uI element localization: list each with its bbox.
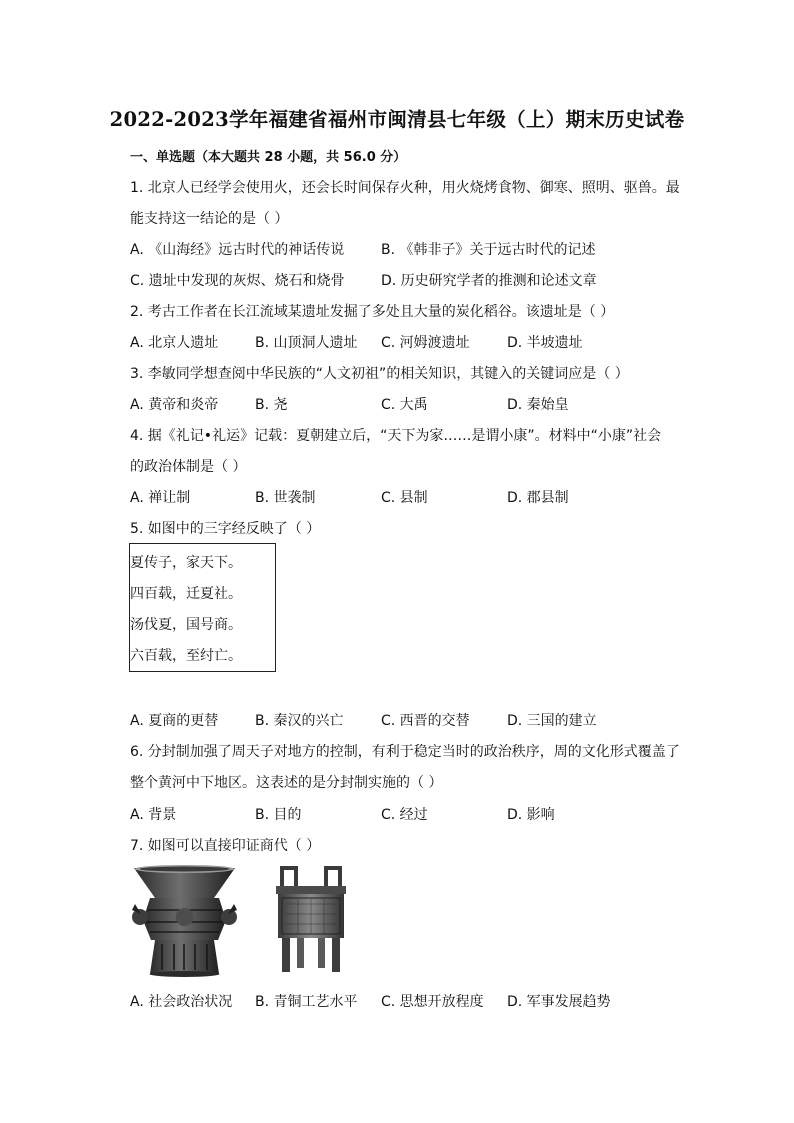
- question-2-option-d[interactable]: D. 半坡遗址: [507, 335, 583, 351]
- question-1-line-1: 1. 北京人已经学会使用火，还会长时间保存火种，用火烧烤食物、御寒、照明、驱兽。最: [130, 180, 680, 196]
- bronze-ding-cauldron-image: [268, 864, 354, 976]
- question-6-option-c[interactable]: C. 经过: [381, 807, 428, 823]
- question-1-option-c[interactable]: C. 遗址中发现的灰烬、烧石和烧骨: [130, 273, 345, 289]
- question-5-option-a[interactable]: A. 夏商的更替: [130, 713, 219, 729]
- question-4-option-c[interactable]: C. 县制: [381, 490, 428, 506]
- question-6-option-b[interactable]: B. 目的: [255, 807, 302, 823]
- question-6-line-1: 6. 分封制加强了周天子对地方的控制，有利于稳定当时的政治秩序，周的文化形式覆盖了: [130, 744, 680, 760]
- question-7-option-b[interactable]: B. 青铜工艺水平: [255, 994, 358, 1010]
- question-3-option-b[interactable]: B. 尧: [255, 397, 288, 413]
- section-heading: 一、单选题（本大题共 28 小题，共 56.0 分）: [130, 150, 407, 165]
- question-3-option-a[interactable]: A. 黄帝和炎帝: [130, 397, 219, 413]
- question-2-option-c[interactable]: C. 河姆渡遗址: [381, 335, 470, 351]
- question-4-option-d[interactable]: D. 郡县制: [507, 490, 569, 506]
- question-2-line-1: 2. 考古工作者在长江流域某遗址发掘了多处且大量的炭化稻谷。该遗址是（ ）: [130, 304, 615, 320]
- poem-line: 四百载，迁夏社。: [130, 586, 242, 602]
- question-5-line-1: 5. 如图中的三字经反映了（ ）: [130, 521, 321, 537]
- poem-line: 六百载，至纣亡。: [130, 648, 242, 664]
- question-1-option-d[interactable]: D. 历史研究学者的推测和论述文章: [381, 273, 597, 289]
- page-title: 2022-2023学年福建省福州市闽清县七年级（上）期末历史试卷: [109, 108, 685, 131]
- question-3-option-d[interactable]: D. 秦始皇: [507, 397, 569, 413]
- question-5-option-b[interactable]: B. 秦汉的兴亡: [255, 713, 344, 729]
- question-7-line-1: 7. 如图可以直接印证商代（ ）: [130, 838, 321, 854]
- question-1-line-2: 能支持这一结论的是（ ）: [130, 211, 289, 227]
- question-4-option-a[interactable]: A. 禅让制: [130, 490, 191, 506]
- question-7-option-a[interactable]: A. 社会政治状况: [130, 994, 233, 1010]
- question-7-option-d[interactable]: D. 军事发展趋势: [507, 994, 611, 1010]
- question-6-option-a[interactable]: A. 背景: [130, 807, 177, 823]
- question-2-option-b[interactable]: B. 山顶洞人遗址: [255, 335, 358, 351]
- question-1-option-a[interactable]: A. 《山海经》远古时代的神话传说: [130, 242, 345, 258]
- question-4-line-1: 4. 据《礼记•礼运》记载：夏朝建立后，“天下为家……是谓小康”。材料中“小康”社会: [130, 428, 662, 444]
- poem-box: [129, 543, 276, 672]
- question-7-option-c[interactable]: C. 思想开放程度: [381, 994, 484, 1010]
- question-2-option-a[interactable]: A. 北京人遗址: [130, 335, 219, 351]
- question-6-line-2: 整个黄河中下地区。这表述的是分封制实施的（ ）: [130, 775, 443, 791]
- question-6-option-d[interactable]: D. 影响: [507, 807, 555, 823]
- question-3-option-c[interactable]: C. 大禹: [381, 397, 428, 413]
- poem-line: 汤伐夏，国号商。: [130, 617, 242, 633]
- bronze-zun-vessel-image: [128, 862, 241, 977]
- question-4-line-2: 的政治体制是（ ）: [130, 459, 247, 475]
- poem-line: 夏传子，家天下。: [130, 555, 242, 571]
- question-1-option-b[interactable]: B. 《韩非子》关于远古时代的记述: [381, 242, 596, 258]
- question-3-line-1: 3. 李敏同学想查阅中华民族的“人文初祖”的相关知识，其键入的关键词应是（ ）: [130, 366, 629, 382]
- question-5-option-c[interactable]: C. 西晋的交替: [381, 713, 470, 729]
- question-4-option-b[interactable]: B. 世袭制: [255, 490, 316, 506]
- question-5-option-d[interactable]: D. 三国的建立: [507, 713, 597, 729]
